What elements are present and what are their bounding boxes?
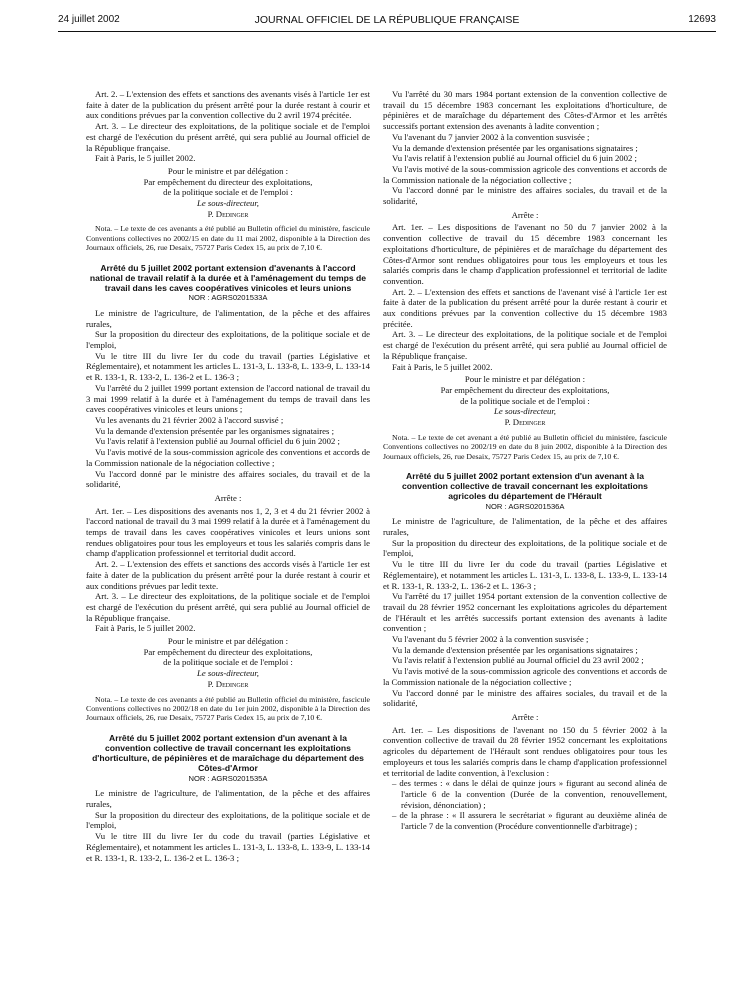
signatory-name: P. Dedinger [504, 417, 546, 428]
visa: Vu la demande d'extension présentée par les organisations signataires ; [392, 644, 638, 655]
nota: Nota. – Le texte de ces avenants a été publié au Bulletin officiel du ministère, fascicule Conventions collectives no 2002/18 en date du 1er juin 2002, disponible à la Direction des Journaux officiels, 26, rue Desaix, 75727 Paris Cedex 15, au prix de 7,10 €. [86, 694, 370, 723]
nota: Nota. – Le texte de cet avenant a été publié au Bulletin officiel du ministère, fascicule Conventions collectives no 2002/19 en date du 8 juin 2002, disponible à la Direction des Journaux officiels, 26, rue Desaix, 75727 Paris Cedex 15, au prix de 7,10 €. [383, 432, 667, 461]
signature-line: de la politique sociale et de l'emploi : [163, 657, 293, 668]
visa: Sur la proposition du directeur des exploitations, de la politique sociale et de l'emploi, [86, 809, 370, 831]
visa: Vu l'accord donné par le ministre des affaires sociales, du travail et de la solidarité, [383, 687, 667, 709]
visa: Vu l'avenant du 7 janvier 2002 à la convention susvisée ; [392, 131, 590, 142]
arrete-heading: Arrête : [214, 492, 242, 503]
decree-title: Arrêté du 5 juillet 2002 portant extension d'un avenant à la convention collective de travail concernant les exploitations agricoles du département de l'Hérault [402, 471, 648, 502]
visa: Le ministre de l'agriculture, de l'alimentation, de la pêche et des affaires rurales, [86, 307, 370, 329]
header-journal-title: JOURNAL OFFICIEL DE LA RÉPUBLIQUE FRANÇAISE [254, 14, 520, 26]
visa: Vu l'avis relatif à l'extension publié au Journal officiel du 6 juin 2002 ; [392, 153, 637, 164]
header-page-number: 12693 [688, 14, 716, 25]
signature-block [383, 374, 667, 428]
visa: Vu l'accord donné par le ministre des affaires sociales, du travail et de la solidarité, [86, 468, 370, 490]
signature-line: Pour le ministre et par délégation : [167, 165, 289, 176]
arrete-heading: Arrête : [511, 711, 539, 722]
article-3: Art. 3. – Le directeur des exploitations, de la politique sociale et de l'emploi est chargé de l'exécution du présent arrêté, qui sera publié au Journal officiel de la République française. [86, 121, 370, 153]
visa: Vu la demande d'extension présentée par les organisations signataires ; [392, 142, 638, 153]
decree-title: Arrêté du 5 juillet 2002 portant extension d'un avenant à la convention collective de travail concernant les exploitations d'horticulture, de pépinières et de maraîchage du département des Côtes-d'Armor [92, 732, 364, 774]
visa: Vu l'avis relatif à l'extension publié au Journal officiel du 23 avril 2002 ; [392, 655, 644, 666]
visa: Vu l'avis relatif à l'extension publié au Journal officiel du 6 juin 2002 ; [95, 436, 340, 447]
visa: Le ministre de l'agriculture, de l'alimentation, de la pêche et des affaires rurales, [86, 788, 370, 810]
signatory-name: P. Dedinger [207, 208, 249, 219]
signature-line: Par empêchement du directeur des exploitations, [440, 384, 610, 395]
list-item: – de la phrase : « Il assurera le secrétariat » figurant au deuxième alinéa de l'article 7 de la convention (Procédure conventionnelle d'arbitrage) ; [392, 810, 667, 832]
header-date: 24 juillet 2002 [58, 14, 120, 25]
article-2: Art. 2. – L'extension des effets et sanctions des accords visés à l'article 1er est faite à dater de la publication du présent arrêté pour la durée restant à courir et aux conditions prévues par ledit texte. [86, 559, 370, 591]
visa: Vu l'arrêté du 30 mars 1984 portant extension de la convention collective de travail du 15 décembre 1983 concernant les exploitations d'horticulture, de pépinières et de maraîchage du département des Côtes-d'Armor et les arrêtés successifs portant extension des avenants à ladite convention ; [383, 89, 667, 132]
signature-line: Par empêchement du directeur des exploitations, [143, 646, 313, 657]
visa: Vu le titre III du livre Ier du code du travail (parties Législative et Réglementaire), et notamment les articles L. 131-3, L. 133-8, L. 133-9, L. 133-14 et R. 133-1, R. 133-2, L. 136-2 et L. 136-3 ; [383, 559, 667, 591]
left-column [86, 89, 370, 863]
article-1: Art. 1er. – Les dispositions de l'avenant no 150 du 5 février 2002 à la convention collective de travail du 28 février 1952 concernant les exploitations agricoles du département de l'Hérault sont rendues obligatoires pour tous les employeurs et tous les salariés compris dans le champ d'application professionnel et territorial de ladite convention, à l'exclusion : [383, 724, 667, 778]
visa: Vu l'avis motivé de la sous-commission agricole des conventions et accords de la Commission nationale de la négociation collective ; [383, 666, 667, 687]
article-2: Art. 2. – L'extension des effets et sanctions des avenants visés à l'article 1er est faite à dater de la publication du présent arrêté pour la durée restant à courir et aux conditions prévues par la convention collective du 2 avril 1974 précitée. [86, 89, 370, 121]
list-item: – des termes : « dans le délai de quinze jours » figurant au second alinéa de l'article 6 de la convention (Durée de la convention, renouvellement, révision, dénonciation) ; [392, 778, 667, 810]
signature-title: Le sous-directeur, [494, 406, 556, 417]
signature-line: de la politique sociale et de l'emploi : [460, 395, 590, 406]
fait-a-paris: Fait à Paris, le 5 juillet 2002. [95, 153, 196, 164]
article-3: Art. 3. – Le directeur des exploitations, de la politique sociale et de l'emploi est chargé de l'exécution du présent arrêté, qui sera publié au Journal officiel de la République française. [86, 591, 370, 623]
nor-reference: NOR : AGRS0201535A [188, 773, 268, 783]
signature-line: Pour le ministre et par délégation : [464, 374, 586, 385]
signature-block [86, 166, 370, 220]
visa: Vu les avenants du 21 février 2002 à l'accord susvisé ; [95, 415, 284, 425]
nor-reference: NOR : AGRS0201536A [485, 501, 565, 511]
visa: Le ministre de l'agriculture, de l'alimentation, de la pêche et des affaires rurales, [383, 516, 667, 538]
signature-line: Pour le ministre et par délégation : [167, 636, 289, 647]
article-2: Art. 2. – L'extension des effets et sanctions de l'avenant visé à l'article 1er est faite à dater de la publication du présent arrêté pour la durée restant à courir et aux conditions prévues par la convention collective du 15 décembre 1983 précitée. [383, 286, 667, 329]
signature-line: de la politique sociale et de l'emploi : [163, 187, 293, 198]
visa: Vu l'arrêté du 17 juillet 1954 portant extension de la convention collective de travail du 28 février 1952 concernant les exploitations agricoles du département de l'Hérault et les arrêtés successifs portant extension des avenants à ladite convention ; [383, 591, 667, 634]
visa: Vu l'arrêté du 2 juillet 1999 portant extension de l'accord national de travail du 3 mai 1999 relatif à la durée et à l'aménagement du temps de travail dans les caves coopératives vinicoles et leurs unions ; [86, 382, 370, 415]
nota: Nota. – Le texte de ces avenants a été publié au Bulletin officiel du ministère, fascicule Conventions collectives no 2002/15 en date du 11 mai 2002, disponible à la Direction des Journaux officiels, 26, rue Desaix, 75727 Paris Cedex 15, au prix de 7,10 €. [86, 224, 370, 253]
signature-line: Par empêchement du directeur des exploitations, [143, 176, 313, 187]
header-rule [58, 31, 716, 32]
article-3: Art. 3. – Le directeur des exploitations, de la politique sociale et de l'emploi est chargé de l'exécution du présent arrêté, qui sera publié au Journal officiel de la République française. [383, 329, 667, 361]
visa: Vu le titre III du livre Ier du code du travail (parties Législative et Réglementaire), et notamment les articles L. 131-3, L. 133-8, L. 133-9, L. 133-14 et R. 133-1, R. 133-2, L. 136-2 et L. 136-3 ; [86, 350, 370, 383]
article-1: Art. 1er. – Les dispositions des avenants nos 1, 2, 3 et 4 du 21 février 2002 à l'accord national de travail du 3 mai 1999 relatif à la durée et à l'aménagement du temps de travail dans les caves coopératives vinicoles et leurs unions sont rendues obligatoires pour tous les employeurs et tous les salariés compris dans le champ d'application professionnel et territorial dudit accord. [86, 505, 370, 559]
fait-a-paris: Fait à Paris, le 5 juillet 2002. [392, 361, 493, 372]
visa: Vu l'accord donné par le ministre des affaires sociales, du travail et de la solidarité, [383, 185, 667, 207]
signature-title: Le sous-directeur, [197, 668, 259, 679]
signature-block [86, 636, 370, 690]
fait-a-paris: Fait à Paris, le 5 juillet 2002. [95, 623, 196, 634]
signature-title: Le sous-directeur, [197, 198, 259, 209]
visa: Sur la proposition du directeur des exploitations, de la politique sociale et de l'emploi, [383, 537, 667, 559]
exclusion-list [383, 778, 667, 832]
article-1: Art. 1er. – Les dispositions de l'avenant no 50 du 7 janvier 2002 à la convention collective de travail du 15 décembre 1983 concernant les exploitations d'horticulture, de pépinières et de maraîchage du département des Côtes-d'Armor sont rendues obligatoires pour tous les employeurs et tous les salariés compris dans le champ d'application professionnel et territorial de ladite convention. [383, 222, 667, 286]
arrete-heading: Arrête : [511, 209, 539, 220]
visa: Vu la demande d'extension présentée par les organismes signataires ; [95, 425, 334, 436]
nor-reference: NOR : AGRS0201533A [188, 293, 268, 303]
visa: Vu l'avis motivé de la sous-commission agricole des conventions et accords de la Commission nationale de la négociation collective ; [86, 447, 370, 468]
page-header [58, 14, 716, 30]
visa: Sur la proposition du directeur des exploitations, de la politique sociale et de l'emploi, [86, 329, 370, 351]
signatory-name: P. Dedinger [207, 678, 249, 689]
visa: Vu l'avis motivé de la sous-commission agricole des conventions et accords de la Commission nationale de la négociation collective ; [383, 163, 667, 185]
right-column [383, 89, 667, 832]
decree-title: Arrêté du 5 juillet 2002 portant extension d'avenants à l'accord national de travail relatif à la durée et à l'aménagement du temps de travail dans les caves coopératives vinicoles et leurs unions [89, 262, 367, 294]
visa: Vu le titre III du livre Ier du code du travail (parties Législative et Réglementaire), et notamment les articles L. 131-3, L. 133-8, L. 133-9, L. 133-14 et R. 133-1, R. 133-2, L. 136-2 et L. 136-3 ; [86, 831, 370, 863]
visa: Vu l'avenant du 5 février 2002 à la convention susvisée ; [392, 634, 589, 645]
